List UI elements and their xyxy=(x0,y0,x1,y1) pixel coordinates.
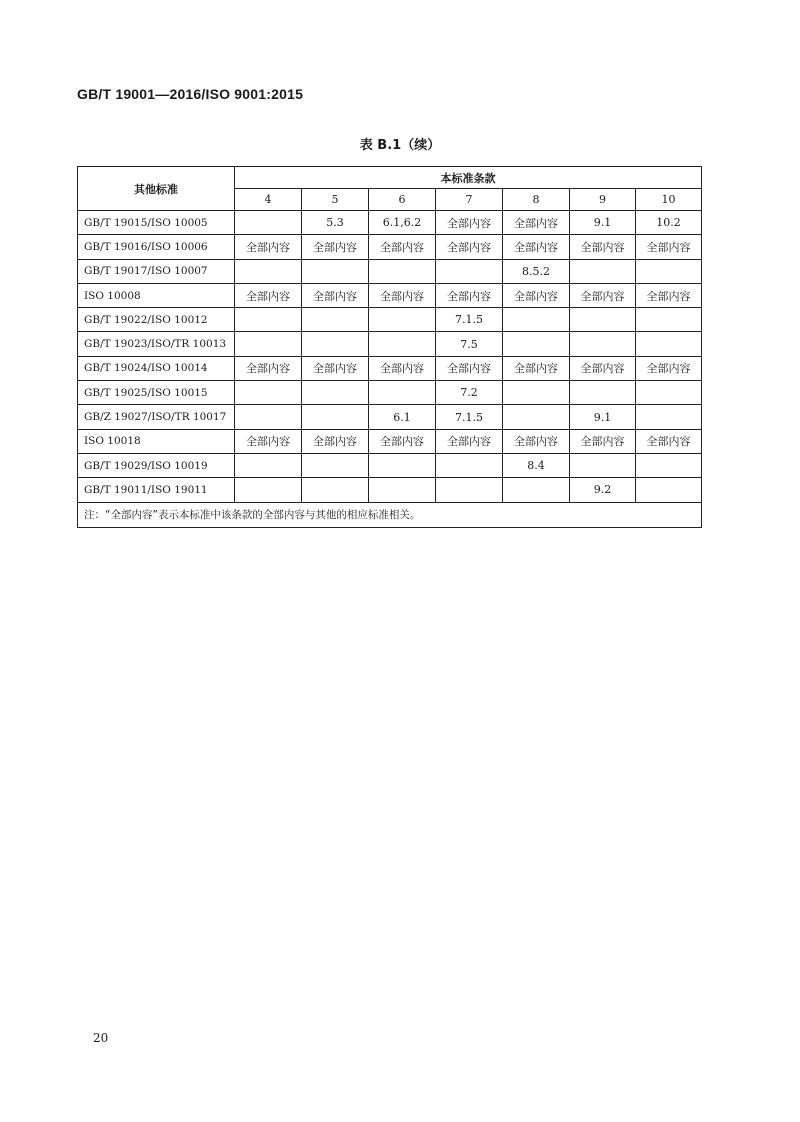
clause-cell xyxy=(570,308,636,332)
clause-cell: 7.5 xyxy=(436,332,503,356)
clause-cell xyxy=(503,332,570,356)
clause-cell xyxy=(235,381,302,405)
clause-cell xyxy=(235,259,302,283)
table-row xyxy=(78,211,702,235)
clause-cell xyxy=(235,478,302,502)
clause-cell xyxy=(302,259,369,283)
clause-cell: 全部内容 xyxy=(436,283,503,307)
clause-cell xyxy=(369,332,436,356)
standard-name-cell: GB/T 19024/ISO 10014 xyxy=(78,356,235,380)
clause-cell xyxy=(636,259,702,283)
clause-cell: 全部内容 xyxy=(369,429,436,453)
clause-cell xyxy=(235,308,302,332)
clause-cell: 全部内容 xyxy=(302,235,369,259)
clause-cell: 全部内容 xyxy=(302,356,369,380)
table-body xyxy=(78,211,702,503)
clause-cell xyxy=(302,478,369,502)
clause-cell: 全部内容 xyxy=(436,235,503,259)
clause-header-4: 4 xyxy=(235,189,302,211)
clause-cell xyxy=(503,478,570,502)
clause-cell: 6.1,6.2 xyxy=(369,211,436,235)
standard-name-cell: GB/T 19022/ISO 10012 xyxy=(78,308,235,332)
clause-cell: 全部内容 xyxy=(235,283,302,307)
clause-cell: 7.1.5 xyxy=(436,405,503,429)
clause-header-8: 8 xyxy=(503,189,570,211)
clause-cell xyxy=(302,381,369,405)
clause-cell: 6.1 xyxy=(369,405,436,429)
clause-cell xyxy=(503,405,570,429)
clause-cell: 全部内容 xyxy=(235,235,302,259)
table-row xyxy=(78,381,702,405)
table-row xyxy=(78,356,702,380)
standard-name-cell: GB/T 19025/ISO 10015 xyxy=(78,381,235,405)
clause-cell: 全部内容 xyxy=(570,356,636,380)
clause-cell xyxy=(436,259,503,283)
table-title: 表 B.1（续） xyxy=(359,138,441,153)
clause-cell xyxy=(636,381,702,405)
clause-header-7: 7 xyxy=(436,189,503,211)
clause-cell xyxy=(503,308,570,332)
clause-cell: 全部内容 xyxy=(503,429,570,453)
clause-cell xyxy=(369,453,436,477)
clause-cell: 9.2 xyxy=(570,478,636,502)
clause-cell: 全部内容 xyxy=(636,429,702,453)
clause-cell: 全部内容 xyxy=(503,211,570,235)
clause-cell xyxy=(570,332,636,356)
clause-cell xyxy=(369,381,436,405)
clause-cell: 全部内容 xyxy=(302,283,369,307)
clause-header-10: 10 xyxy=(636,189,702,211)
table-header-row-group xyxy=(78,167,702,189)
table-row xyxy=(78,332,702,356)
table-row xyxy=(78,308,702,332)
standard-name-cell: GB/T 19011/ISO 19011 xyxy=(78,478,235,502)
clause-cell: 全部内容 xyxy=(436,356,503,380)
clause-cell xyxy=(503,381,570,405)
clause-cell xyxy=(235,211,302,235)
clause-cell xyxy=(636,405,702,429)
clause-cell xyxy=(570,259,636,283)
clause-cell: 全部内容 xyxy=(636,356,702,380)
clause-cell xyxy=(436,453,503,477)
table-row xyxy=(78,283,702,307)
standard-name-cell: ISO 10008 xyxy=(78,283,235,307)
clause-cell xyxy=(302,453,369,477)
clause-cell: 全部内容 xyxy=(503,283,570,307)
other-standards-header: 其他标准 xyxy=(78,167,235,211)
clause-cell: 5.3 xyxy=(302,211,369,235)
clause-cell xyxy=(369,259,436,283)
clause-cell: 全部内容 xyxy=(369,283,436,307)
table-row xyxy=(78,259,702,283)
clause-cell: 全部内容 xyxy=(570,235,636,259)
clause-cell xyxy=(636,478,702,502)
clause-cell xyxy=(235,405,302,429)
clause-cell: 9.1 xyxy=(570,211,636,235)
clause-header-5: 5 xyxy=(302,189,369,211)
clause-cell: 10.2 xyxy=(636,211,702,235)
clause-cell: 全部内容 xyxy=(302,429,369,453)
clause-cell: 全部内容 xyxy=(369,235,436,259)
clause-cell: 8.4 xyxy=(503,453,570,477)
clause-cell xyxy=(636,308,702,332)
clause-cell: 9.1 xyxy=(570,405,636,429)
standards-correspondence-table xyxy=(77,166,702,528)
clause-cell: 全部内容 xyxy=(503,235,570,259)
clause-cell: 全部内容 xyxy=(636,235,702,259)
clause-cell: 7.1.5 xyxy=(436,308,503,332)
table-note-row xyxy=(78,502,702,527)
standard-name-cell: GB/Z 19027/ISO/TR 10017 xyxy=(78,405,235,429)
clause-cell xyxy=(570,453,636,477)
clause-cell xyxy=(302,332,369,356)
table-row xyxy=(78,405,702,429)
clause-cell: 全部内容 xyxy=(436,429,503,453)
clause-cell xyxy=(570,381,636,405)
page-number: 20 xyxy=(93,1031,109,1045)
clause-cell xyxy=(235,453,302,477)
clause-header-6: 6 xyxy=(369,189,436,211)
clause-header-9: 9 xyxy=(570,189,636,211)
clause-cell xyxy=(369,308,436,332)
clause-cell xyxy=(436,478,503,502)
clause-cell xyxy=(235,332,302,356)
clause-cell: 全部内容 xyxy=(570,283,636,307)
clause-cell xyxy=(636,453,702,477)
table-row xyxy=(78,453,702,477)
standard-name-cell: GB/T 19017/ISO 10007 xyxy=(78,259,235,283)
clause-cell: 8.5.2 xyxy=(503,259,570,283)
standard-name-cell: ISO 10018 xyxy=(78,429,235,453)
clause-cell: 7.2 xyxy=(436,381,503,405)
clause-cell: 全部内容 xyxy=(235,356,302,380)
clause-cell xyxy=(302,405,369,429)
standard-name-cell: GB/T 19016/ISO 10006 xyxy=(78,235,235,259)
standard-name-cell: GB/T 19029/ISO 10019 xyxy=(78,453,235,477)
clause-cell xyxy=(302,308,369,332)
clause-cell: 全部内容 xyxy=(369,356,436,380)
document-header-code: GB/T 19001—2016/ISO 9001:2015 xyxy=(77,86,304,102)
table-row xyxy=(78,429,702,453)
clause-cell: 全部内容 xyxy=(235,429,302,453)
clauses-group-header: 本标准条款 xyxy=(235,167,702,189)
clause-cell: 全部内容 xyxy=(636,283,702,307)
table-row xyxy=(78,235,702,259)
table-note: 注：“全部内容”表示本标准中该条款的全部内容与其他的相应标准相关。 xyxy=(78,502,702,527)
clause-cell: 全部内容 xyxy=(503,356,570,380)
clause-cell xyxy=(369,478,436,502)
standard-name-cell: GB/T 19023/ISO/TR 10013 xyxy=(78,332,235,356)
clause-cell xyxy=(636,332,702,356)
clause-cell: 全部内容 xyxy=(570,429,636,453)
table-row xyxy=(78,478,702,502)
standard-name-cell: GB/T 19015/ISO 10005 xyxy=(78,211,235,235)
clause-cell: 全部内容 xyxy=(436,211,503,235)
